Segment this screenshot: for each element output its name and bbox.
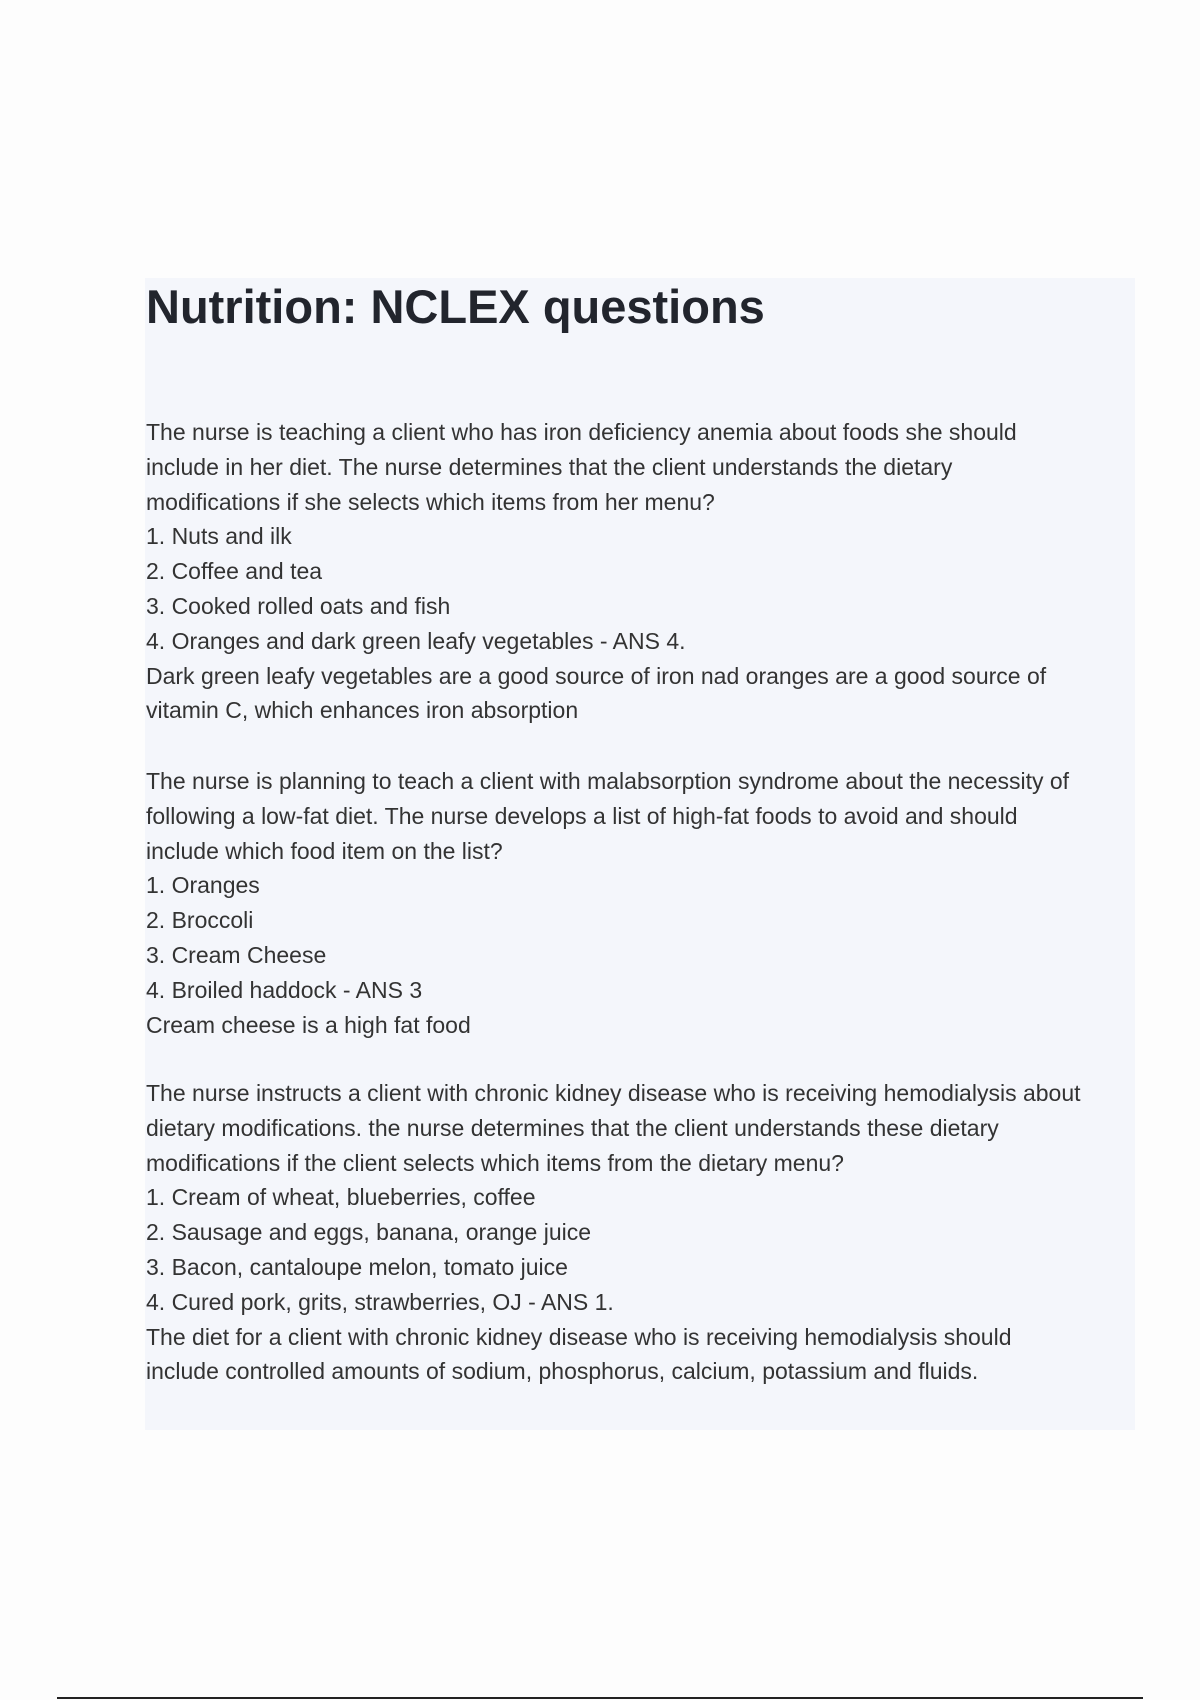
answer-option: 3. Bacon, cantaloupe melon, tomato juice xyxy=(146,1253,568,1280)
question-stem-line: The nurse is teaching a client who has iron deficiency anemia about foods she should xyxy=(146,419,1017,445)
question-stem-line: modifications if the client selects which items from the dietary menu? xyxy=(146,1149,844,1176)
question-stem-line: include in her diet. The nurse determines that the client understands the dietary xyxy=(146,453,953,480)
question-block-2 xyxy=(146,764,1136,1042)
question-stem-line: The nurse is planning to teach a client with malabsorption syndrome about the necessity of xyxy=(146,768,1070,794)
answer-option: 1. Oranges xyxy=(146,872,260,899)
rationale-line: Dark green leafy vegetables are a good source of iron nad oranges are a good source of xyxy=(146,662,1047,689)
answer-option: 2. Broccoli xyxy=(146,907,254,934)
question-stem-line: modifications if she selects which items from her menu? xyxy=(146,488,715,515)
question-block-3 xyxy=(146,1076,1136,1389)
document-title: Nutrition: NCLEX questions xyxy=(146,280,765,333)
answer-option: 4. Broiled haddock - ANS 3 xyxy=(146,976,423,1003)
rationale-line: The diet for a client with chronic kidney disease who is receiving hemodialysis should xyxy=(146,1323,1012,1350)
question-stem-line: include which food item on the list? xyxy=(146,837,503,864)
question-stem-line: dietary modifications. the nurse determines that the client understands these dietary xyxy=(146,1114,999,1141)
rationale-line: vitamin C, which enhances iron absorption xyxy=(146,697,579,724)
answer-option: 3. Cream Cheese xyxy=(146,941,327,968)
page-bottom-divider xyxy=(57,1697,1143,1699)
rationale-line: Cream cheese is a high fat food xyxy=(146,1011,471,1038)
question-stem-line: following a low-fat diet. The nurse develops a list of high-fat foods to avoid and should xyxy=(146,802,1018,829)
answer-option: 2. Sausage and eggs, banana, orange juice xyxy=(146,1219,592,1246)
answer-option: 4. Cured pork, grits, strawberries, OJ - ANS 1. xyxy=(146,1288,614,1315)
answer-option: 1. Nuts and ilk xyxy=(146,523,292,550)
rationale-line: include controlled amounts of sodium, phosphorus, calcium, potassium and fluids. xyxy=(146,1358,979,1385)
answer-option: 1. Cream of wheat, blueberries, coffee xyxy=(146,1184,536,1211)
question-stem-line: The nurse instructs a client with chronic kidney disease who is receiving hemodialysis about xyxy=(146,1080,1081,1106)
answer-option: 3. Cooked rolled oats and fish xyxy=(146,592,451,619)
question-block-1 xyxy=(146,415,1136,728)
answer-option: 2. Coffee and tea xyxy=(146,558,323,585)
answer-option: 4. Oranges and dark green leafy vegetables - ANS 4. xyxy=(146,627,686,654)
